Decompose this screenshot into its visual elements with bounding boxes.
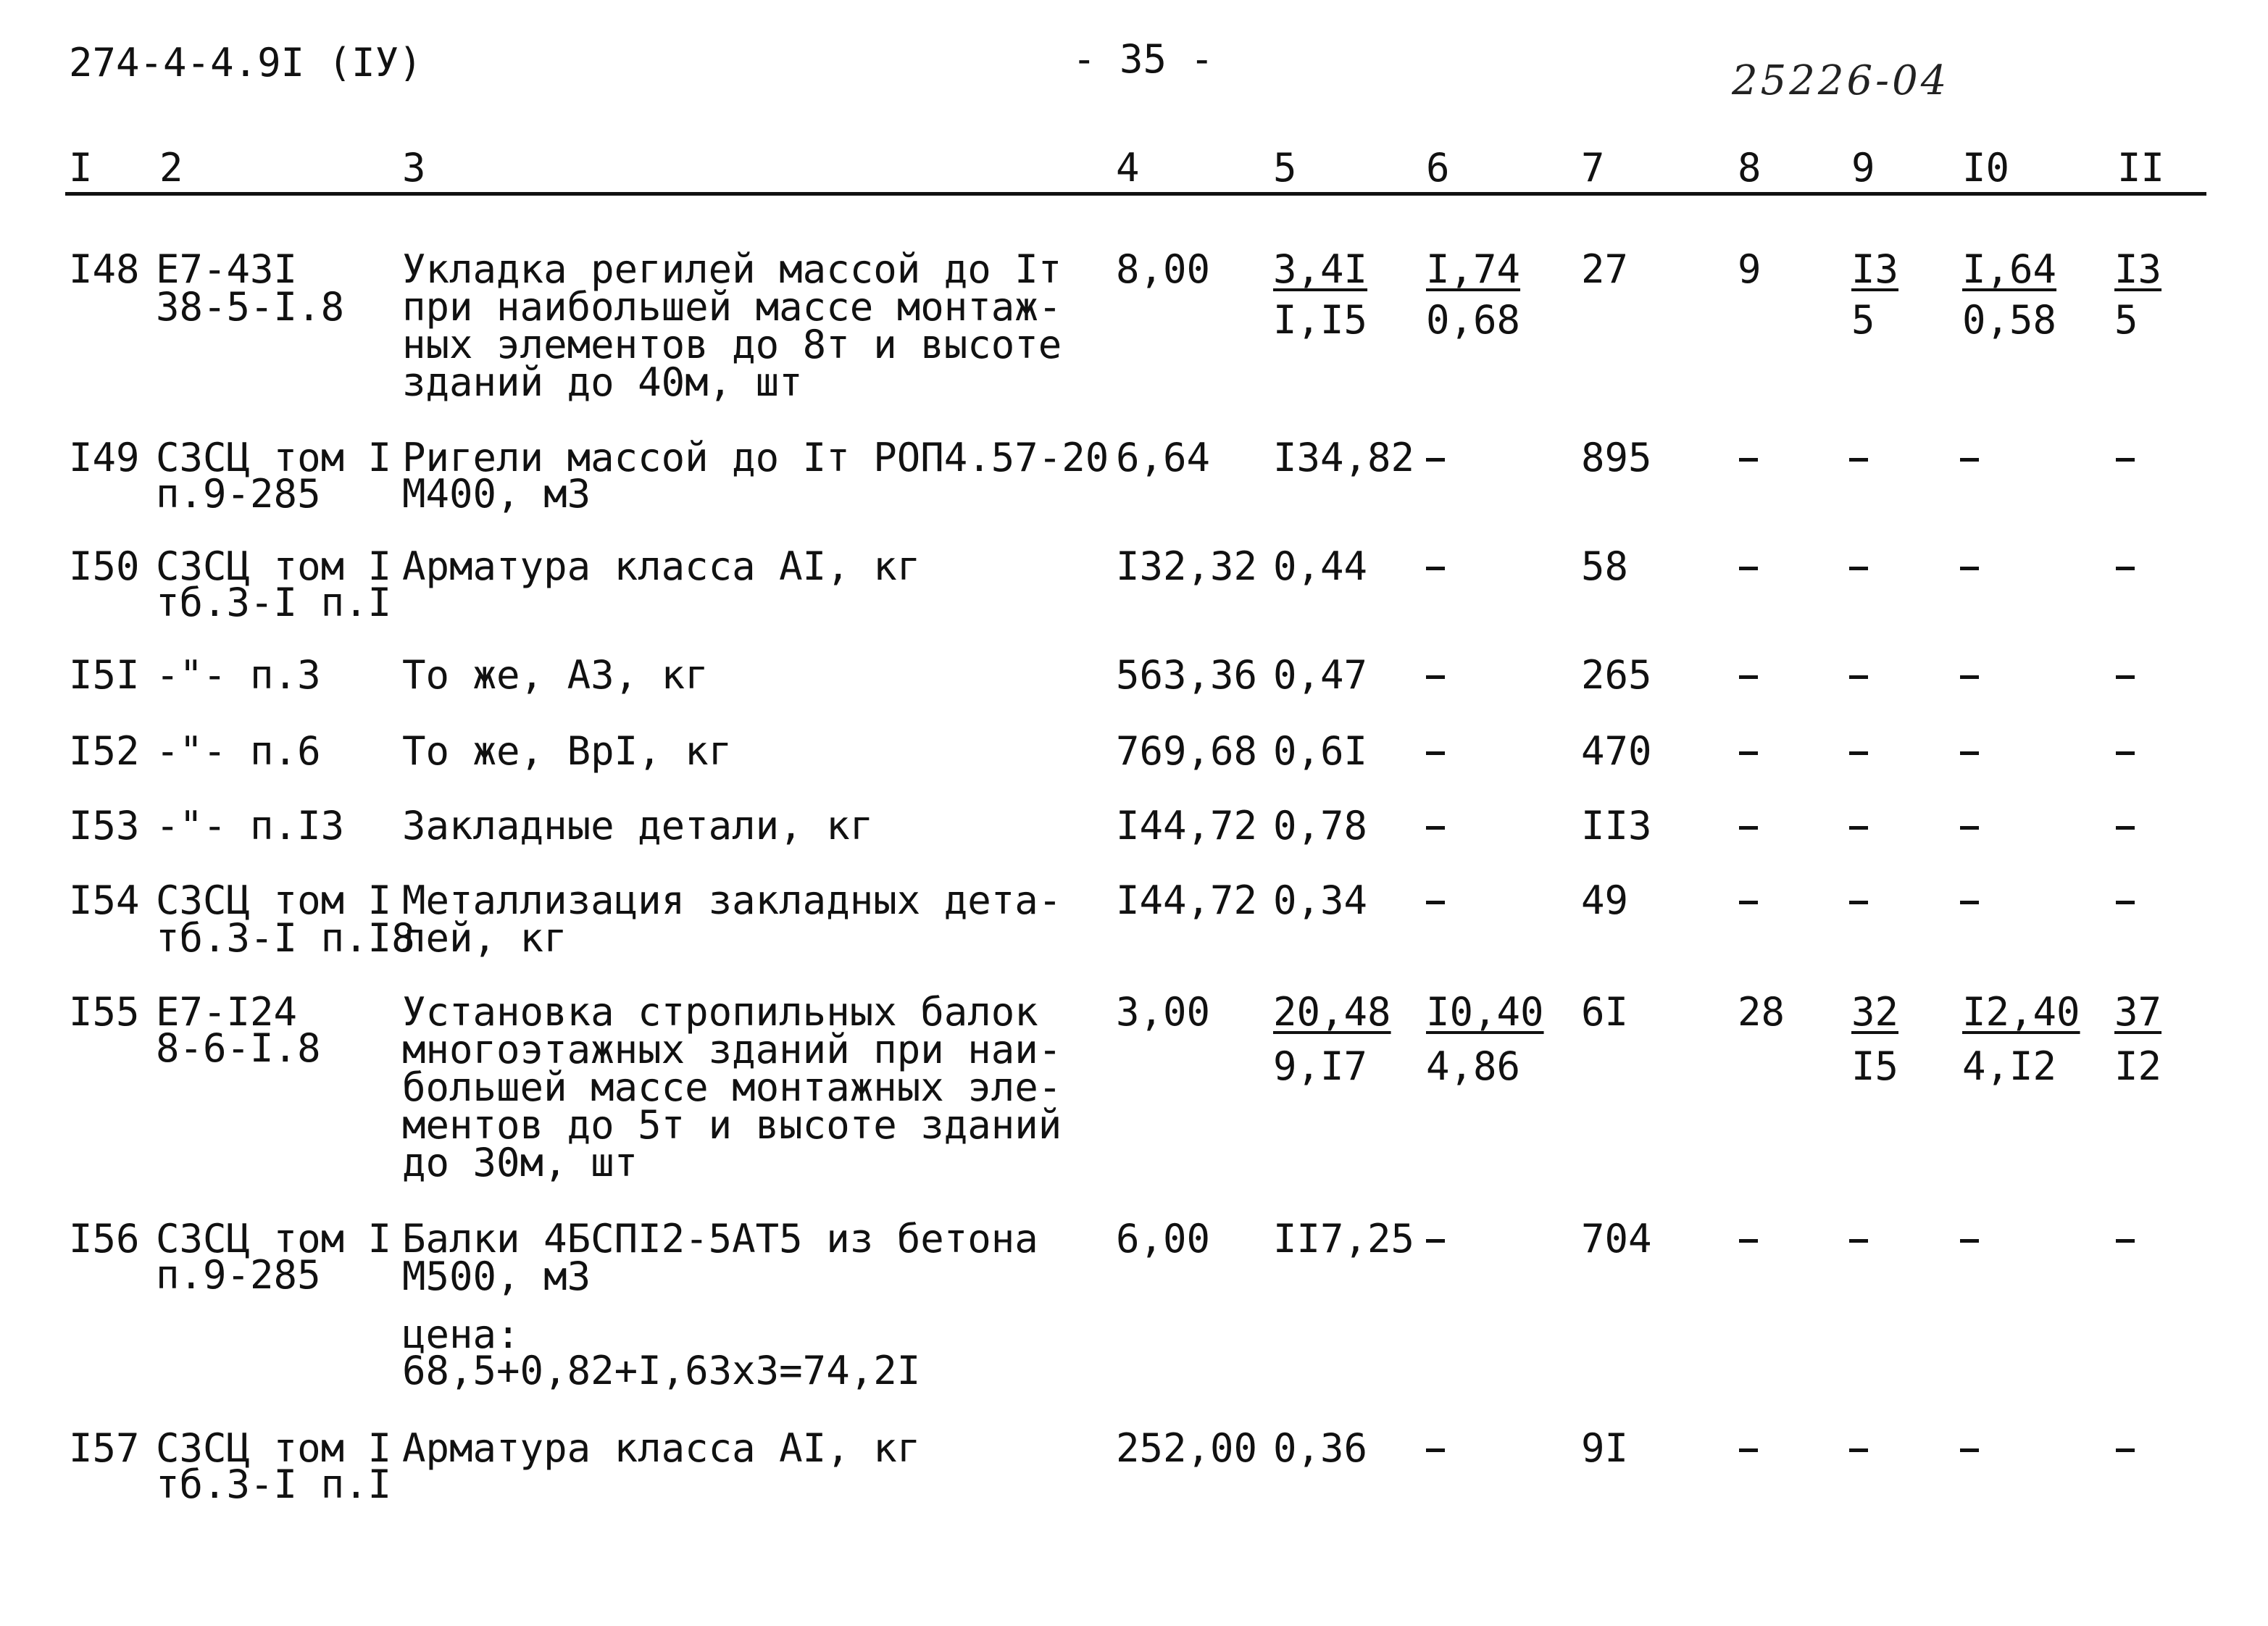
value: I34,82	[1273, 435, 1415, 480]
column-header: 8	[1738, 145, 1762, 191]
quantity: 563,36	[1116, 652, 1258, 698]
value: II3	[1581, 803, 1652, 849]
column-header: II	[2117, 145, 2165, 191]
description: М400, м3	[402, 471, 591, 517]
value: 0,78	[1273, 803, 1368, 849]
row-number: I5I	[69, 652, 140, 698]
reference: п.9-285	[156, 1252, 321, 1298]
description: зданий до 40м, шт	[402, 359, 803, 405]
value-numerator: 20,48	[1273, 989, 1391, 1035]
column-header: 6	[1426, 145, 1450, 191]
row-number: I50	[69, 543, 140, 589]
reference: -"- п.I3	[156, 803, 345, 849]
value-numerator: I3	[1851, 246, 1899, 292]
dash-mark	[2116, 751, 2135, 755]
reference: тб.3-I п.I	[156, 580, 392, 625]
row-number: I54	[69, 877, 140, 923]
value-numerator: 37	[2114, 989, 2162, 1035]
description: лей, кг	[402, 915, 567, 961]
row-number: I53	[69, 803, 140, 849]
dash-mark	[2116, 458, 2135, 462]
dash-mark	[1739, 675, 1758, 679]
description: при наибольшей массе монтаж-	[402, 284, 1062, 330]
description: Закладные детали, кг	[402, 803, 874, 849]
description: многоэтажных зданий при наи-	[402, 1027, 1062, 1072]
quantity: 8,00	[1116, 246, 1211, 292]
page-number: - 35 -	[1072, 36, 1214, 82]
value: 6I	[1581, 989, 1629, 1035]
dash-mark	[1960, 1239, 1979, 1243]
value-denominator: I,I5	[1273, 297, 1368, 343]
column-header: 2	[159, 145, 183, 191]
value: 0,6I	[1273, 728, 1368, 774]
description: ментов до 5т и высоте зданий	[402, 1102, 1062, 1148]
reference: E7-I24	[156, 989, 298, 1035]
dash-mark	[1739, 1448, 1758, 1452]
quantity: I32,32	[1116, 543, 1258, 589]
dash-mark	[1849, 901, 1868, 904]
dash-mark	[2116, 675, 2135, 679]
reference: СЗСЦ том I	[156, 1425, 392, 1471]
value-numerator: I,64	[1962, 246, 2057, 292]
dash-mark	[1849, 1239, 1868, 1243]
value-denominator: 9,I7	[1273, 1043, 1368, 1089]
value: 9	[1738, 246, 1762, 292]
reference: E7-43I	[156, 246, 298, 292]
dash-mark	[2116, 826, 2135, 830]
value-numerator: 32	[1851, 989, 1899, 1035]
quantity: I44,72	[1116, 877, 1258, 923]
description: ных элементов до 8т и высоте	[402, 322, 1062, 367]
column-header: 7	[1581, 145, 1605, 191]
dash-mark	[1960, 458, 1979, 462]
value: 27	[1581, 246, 1629, 292]
value: 0,34	[1273, 877, 1368, 923]
value: 470	[1581, 728, 1652, 774]
document-code: 274-4-4.9I (IУ)	[69, 40, 422, 86]
reference: СЗСЦ том I	[156, 543, 392, 589]
dash-mark	[1739, 567, 1758, 570]
value-denominator: 0,68	[1426, 297, 1521, 343]
row-number: I56	[69, 1216, 140, 1262]
value-numerator: 3,4I	[1273, 246, 1368, 292]
dash-mark	[1960, 567, 1979, 570]
value-denominator: I2	[2114, 1043, 2162, 1089]
reference: тб.3-I п.I	[156, 1462, 392, 1507]
header-rule	[65, 192, 2206, 196]
column-header: 5	[1273, 145, 1297, 191]
reference: 38-5-I.8	[156, 284, 345, 330]
value: 9I	[1581, 1425, 1629, 1471]
price-formula: 68,5+0,82+I,63x3=74,2I	[402, 1348, 921, 1393]
dash-mark	[2116, 567, 2135, 570]
value: 0,44	[1273, 543, 1368, 589]
reference: тб.3-I п.I8	[156, 915, 415, 961]
quantity: 252,00	[1116, 1425, 1258, 1471]
value-denominator: 4,I2	[1962, 1043, 2057, 1089]
dash-mark	[1426, 901, 1445, 904]
value: 895	[1581, 435, 1652, 480]
row-number: I57	[69, 1425, 140, 1471]
dash-mark	[1426, 458, 1445, 462]
reference: СЗСЦ том I	[156, 877, 392, 923]
dash-mark	[1960, 751, 1979, 755]
reference: СЗСЦ том I	[156, 435, 392, 480]
quantity: 6,00	[1116, 1216, 1211, 1262]
value: 58	[1581, 543, 1629, 589]
dash-mark	[1426, 1239, 1445, 1243]
dash-mark	[1849, 567, 1868, 570]
value: 0,36	[1273, 1425, 1368, 1471]
dash-mark	[1849, 458, 1868, 462]
value: 28	[1738, 989, 1785, 1035]
value-numerator: I3	[2114, 246, 2162, 292]
description: То же, ВрI, кг	[402, 728, 733, 774]
description: Укладка регилей массой до Iт	[402, 246, 1062, 292]
dash-mark	[1426, 567, 1445, 570]
description: Арматура класса AI, кг	[402, 543, 921, 589]
value-denominator: I5	[1851, 1043, 1899, 1089]
description: Установка стропильных балок	[402, 989, 1038, 1035]
quantity: I44,72	[1116, 803, 1258, 849]
dash-mark	[1960, 1448, 1979, 1452]
dash-mark	[1739, 751, 1758, 755]
dash-mark	[1426, 826, 1445, 830]
dash-mark	[1739, 1239, 1758, 1243]
value-numerator: I,74	[1426, 246, 1521, 292]
reference: -"- п.3	[156, 652, 321, 698]
dash-mark	[1960, 901, 1979, 904]
quantity: 769,68	[1116, 728, 1258, 774]
description: Металлизация закладных дета-	[402, 877, 1062, 923]
row-number: I52	[69, 728, 140, 774]
description: М500, м3	[402, 1254, 591, 1299]
description: Ригели массой до Iт РОП4.57-20	[402, 435, 1109, 480]
value-denominator: 5	[1851, 297, 1875, 343]
reference: -"- п.6	[156, 728, 321, 774]
handwritten-stamp: 25226-04	[1732, 57, 1950, 104]
column-header: 9	[1851, 145, 1875, 191]
value-denominator: 5	[2114, 297, 2138, 343]
reference: СЗСЦ том I	[156, 1216, 392, 1262]
description: Балки 4БСПI2-5АТ5 из бетона	[402, 1216, 1038, 1262]
dash-mark	[2116, 1448, 2135, 1452]
dash-mark	[1849, 751, 1868, 755]
value-numerator: I2,40	[1962, 989, 2080, 1035]
dash-mark	[1849, 1448, 1868, 1452]
description: Арматура класса AI, кг	[402, 1425, 921, 1471]
dash-mark	[2116, 1239, 2135, 1243]
price-note: цена:	[402, 1312, 520, 1357]
column-header: I0	[1962, 145, 2010, 191]
quantity: 3,00	[1116, 989, 1211, 1035]
dash-mark	[1849, 675, 1868, 679]
value: 265	[1581, 652, 1652, 698]
reference: п.9-285	[156, 471, 321, 517]
dash-mark	[1739, 458, 1758, 462]
value: 704	[1581, 1216, 1652, 1262]
value-numerator: I0,40	[1426, 989, 1544, 1035]
quantity: 6,64	[1116, 435, 1211, 480]
dash-mark	[1960, 826, 1979, 830]
dash-mark	[1426, 1448, 1445, 1452]
value: 0,47	[1273, 652, 1368, 698]
dash-mark	[1960, 675, 1979, 679]
dash-mark	[1739, 826, 1758, 830]
dash-mark	[1426, 751, 1445, 755]
column-header: 4	[1116, 145, 1140, 191]
value: II7,25	[1273, 1216, 1415, 1262]
dash-mark	[2116, 901, 2135, 904]
description: до 30м, шт	[402, 1140, 638, 1185]
value-denominator: 0,58	[1962, 297, 2057, 343]
column-header: I	[69, 145, 93, 191]
value-denominator: 4,86	[1426, 1043, 1521, 1089]
row-number: I49	[69, 435, 140, 480]
dash-mark	[1739, 901, 1758, 904]
row-number: I48	[69, 246, 140, 292]
description: То же, А3, кг	[402, 652, 709, 698]
column-header: 3	[402, 145, 426, 191]
description: большей массе монтажных эле-	[402, 1064, 1062, 1110]
dash-mark	[1426, 675, 1445, 679]
row-number: I55	[69, 989, 140, 1035]
value: 49	[1581, 877, 1629, 923]
reference: 8-6-I.8	[156, 1025, 321, 1071]
dash-mark	[1849, 826, 1868, 830]
